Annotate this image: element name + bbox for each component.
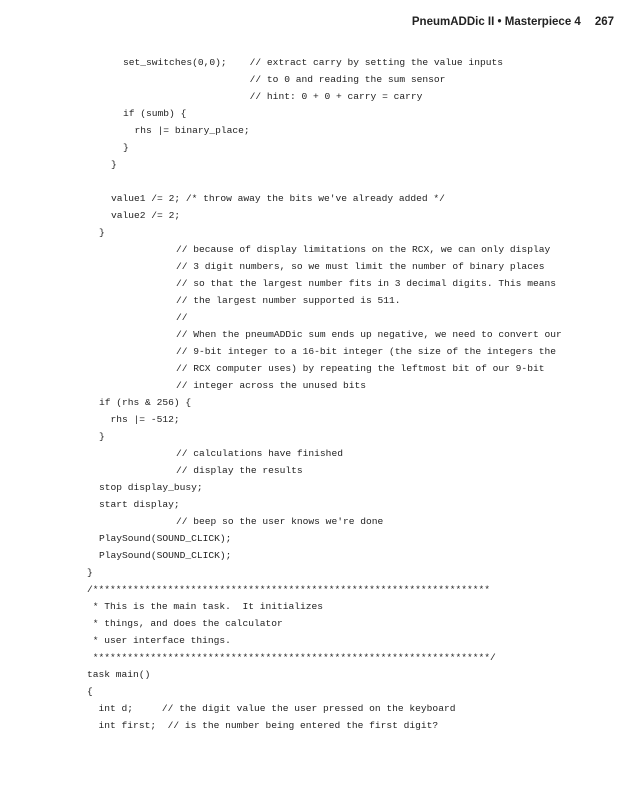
code-line: rhs |= binary_place;	[123, 125, 250, 136]
code-line: value1 /= 2; /* throw away the bits we've already added */	[111, 193, 445, 204]
code-line: }	[99, 227, 105, 238]
code-line: // display the results	[176, 465, 303, 476]
page-number: 267	[594, 16, 614, 28]
code-line: // hint: 0 + 0 + carry = carry	[123, 91, 423, 102]
running-header-title: PneumADDic II • Masterpiece 4	[411, 16, 581, 28]
running-header	[412, 16, 614, 28]
code-line: }	[123, 142, 129, 153]
code-line: // calculations have finished	[176, 448, 343, 459]
code-line: int d; // the digit value the user pressed on the keyboard	[87, 703, 456, 714]
code-line: // integer across the unused bits	[176, 380, 366, 391]
code-line: }	[87, 567, 93, 578]
code-line: }	[111, 159, 117, 170]
code-line: start display;	[99, 499, 180, 510]
code-line: set_switches(0,0); // extract carry by setting the value inputs	[123, 57, 503, 68]
code-line: rhs |= -512;	[99, 414, 180, 425]
code-line: * things, and does the calculator	[87, 618, 283, 629]
code-line: PlaySound(SOUND_CLICK);	[99, 550, 232, 561]
code-line: stop display_busy;	[99, 482, 203, 493]
code-line: * user interface things.	[87, 635, 231, 646]
code-line: // so that the largest number fits in 3 decimal digits. This means	[176, 278, 556, 289]
code-line: // beep so the user knows we're done	[176, 516, 384, 527]
code-line: value2 /= 2;	[111, 210, 181, 221]
code-line: /*********************************************************************	[87, 584, 491, 595]
code-line: if (rhs & 256) {	[99, 397, 192, 408]
code-line: // RCX computer uses) by repeating the leftmost bit of our 9-bit	[176, 363, 545, 374]
code-line: // 3 digit numbers, so we must limit the number of binary places	[176, 261, 545, 272]
code-line: PlaySound(SOUND_CLICK);	[99, 533, 232, 544]
code-line: }	[99, 431, 105, 442]
code-line: *********************************************************************/	[87, 652, 496, 663]
code-line: task main()	[87, 669, 151, 680]
code-line: // because of display limitations on the RCX, we can only display	[176, 244, 551, 255]
code-line: int first; // is the number being entered the first digit?	[87, 720, 439, 731]
code-line: // 9-bit integer to a 16-bit integer (the size of the integers the	[176, 346, 556, 357]
code-line: if (sumb) {	[123, 108, 187, 119]
code-line: // the largest number supported is 511.	[176, 295, 401, 306]
code-line: //	[176, 312, 188, 323]
code-line: // to 0 and reading the sum sensor	[123, 74, 446, 85]
code-line: {	[87, 686, 93, 697]
code-line: // When the pneumADDic sum ends up negative, we need to convert our	[176, 329, 562, 340]
code-line: * This is the main task. It initializes	[87, 601, 324, 612]
